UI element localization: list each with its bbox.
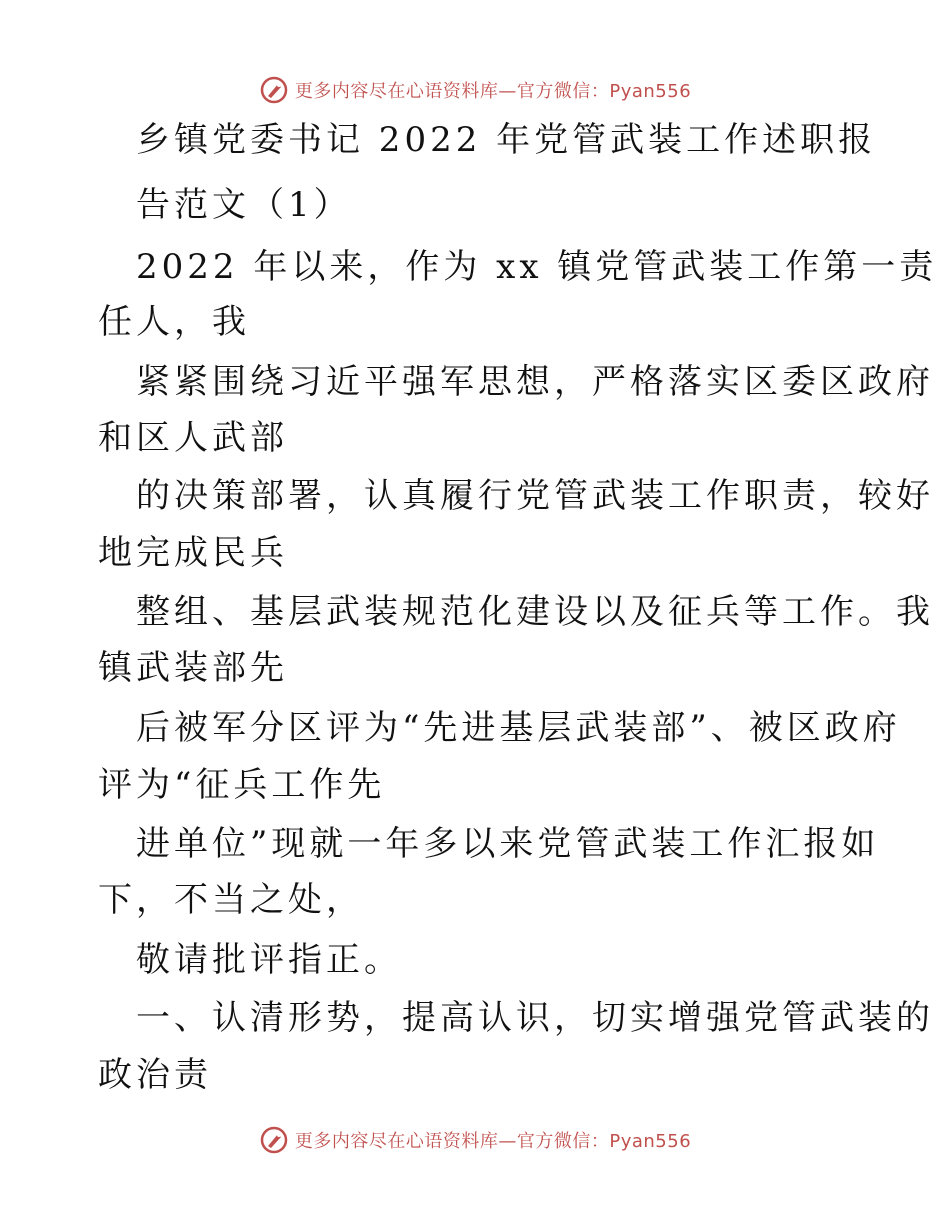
section-heading: 一、认清形势，提高认识，切实增强党管武装的 [136,998,934,1038]
text-line: 任人，我 [98,302,250,342]
header-watermark [0,70,950,110]
title-line-1: 乡镇党委书记 2022 年党管武装工作述职报 [136,120,877,160]
text-line: 地完成民兵 [98,533,288,573]
text-line: 紧紧围绕习近平强军思想，严格落实区委区政府 [136,362,934,402]
footer-watermark [0,1120,950,1160]
text-line: 敬请批评指正。 [136,940,402,980]
text-line: 整组、基层武装规范化建设以及征兵等工作。我 [136,592,934,632]
watermark-text: 更多内容尽在心语资料库—官方微信：Pyan556 [294,81,692,102]
text-line: 镇武装部先 [98,648,288,688]
text-line: 的决策部署，认真履行党管武装工作职责，较好 [136,476,934,516]
text-line: 下，不当之处， [98,880,364,920]
text-line: 评为“征兵工作先 [98,765,386,805]
text-line: 2022 年以来，作为 xx 镇党管武装工作第一责 [136,247,938,287]
text-line: 和区人武部 [98,418,288,458]
text-line: 后被军分区评为“先进基层武装部”、被区政府 [136,708,901,748]
title-line-2: 告范文（1） [136,185,352,225]
text-line: 进单位”现就一年多以来党管武装工作汇报如 [136,824,880,864]
text-line: 政治责 [98,1055,212,1095]
watermark-text: 更多内容尽在心语资料库—官方微信：Pyan556 [294,1131,692,1152]
pen-nib-circle-logo-icon [259,75,289,105]
pen-nib-circle-logo-icon [259,1125,289,1155]
